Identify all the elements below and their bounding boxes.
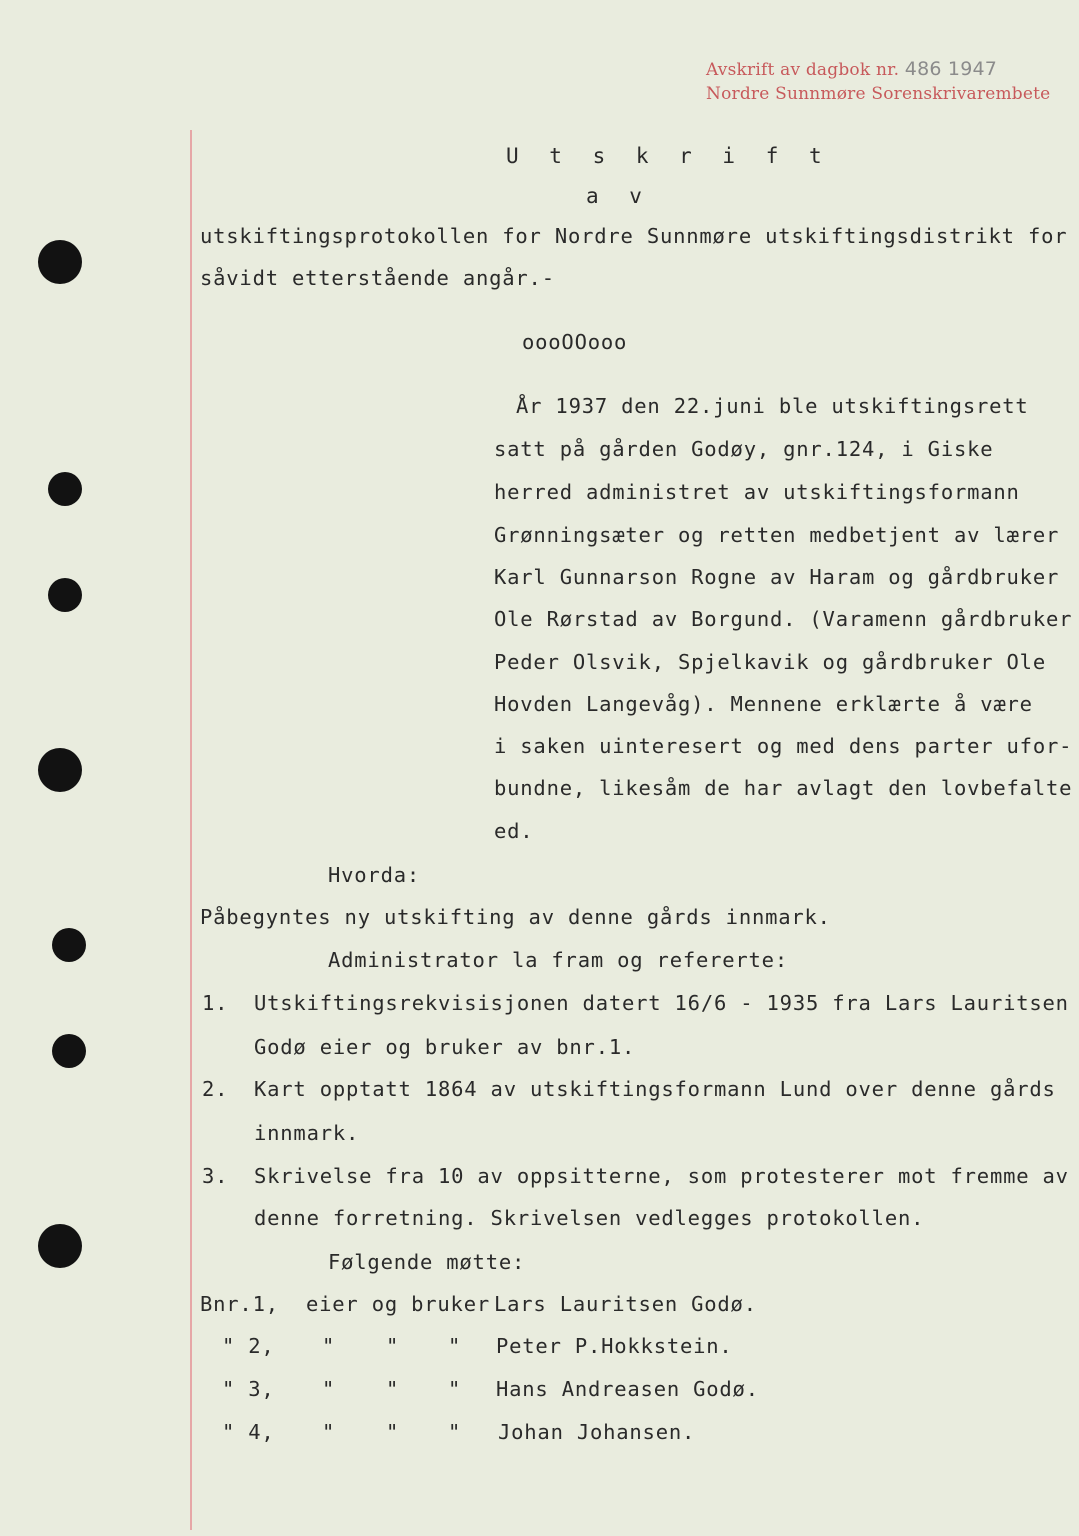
attendee-name: Lars Lauritsen Godø.: [494, 1292, 757, 1316]
attendee-bnr: " 2,: [222, 1334, 275, 1358]
paragraph-line: Hovden Langevåg). Mennene erklærte å være: [494, 692, 1033, 716]
paragraph-line: satt på gården Godøy, gnr.124, i Giske: [494, 437, 994, 461]
intro-line: utskiftingsprotokollen for Nordre Sunnmøre utskiftingsdistrikt for: [200, 224, 1068, 248]
intro-line: såvidt etterstående angår.-: [200, 266, 555, 290]
item-line: Godø eier og bruker av bnr.1.: [254, 1035, 636, 1059]
punch-hole: [48, 472, 82, 506]
item-line: innmark.: [254, 1121, 360, 1145]
archive-stamp-line1: [706, 58, 997, 80]
ditto-mark: ": [322, 1377, 336, 1401]
paragraph-line: bundne, likesåm de har avlagt den lovbefalte: [494, 776, 1073, 800]
ditto-mark: ": [322, 1420, 336, 1444]
item-number: 2.: [202, 1077, 229, 1101]
attendee-name: Johan Johansen.: [498, 1420, 696, 1444]
ditto-mark: ": [448, 1420, 462, 1444]
attendee-role: eier og bruker: [306, 1292, 490, 1316]
item-line: Kart opptatt 1864 av utskiftingsformann Lund over denne gårds: [254, 1077, 1056, 1101]
attendee-bnr: " 3,: [222, 1377, 275, 1401]
paragraph-line: Karl Gunnarson Rogne av Haram og gårdbruker: [494, 565, 1060, 589]
attendee-name: Peter P.Hokkstein.: [496, 1334, 733, 1358]
punch-hole: [48, 578, 82, 612]
attendee-name: Hans Andreasen Godø.: [496, 1377, 759, 1401]
document-title-sub: a v: [586, 184, 651, 208]
ditto-mark: ": [322, 1334, 336, 1358]
ditto-mark: ": [386, 1420, 400, 1444]
paragraph-line: År 1937 den 22.juni ble utskiftingsrett: [516, 394, 1029, 418]
attendee-bnr: " 4,: [222, 1420, 275, 1444]
admin-line: Administrator la fram og refererte:: [328, 948, 788, 972]
punch-hole: [38, 748, 82, 792]
ditto-mark: ": [386, 1377, 400, 1401]
punch-hole: [52, 928, 86, 962]
item-line: Skrivelse fra 10 av oppsitterne, som protesterer mot fremme av: [254, 1164, 1069, 1188]
item-number: 3.: [202, 1164, 229, 1188]
document-title: U t s k r i f t: [506, 144, 831, 168]
paragraph-line: i saken uinteresert og med dens parter ufor-: [494, 734, 1073, 758]
ditto-mark: ": [448, 1377, 462, 1401]
margin-rule: [190, 130, 192, 1530]
paragraph-line: Grønningsæter og retten medbetjent av lærer: [494, 523, 1060, 547]
punch-hole: [38, 240, 82, 284]
punch-hole: [38, 1224, 82, 1268]
attendees-heading: Følgende møtte:: [328, 1250, 526, 1274]
ditto-mark: ": [448, 1334, 462, 1358]
stamp-prefix: Avskrift av dagbok nr.: [706, 60, 900, 80]
paragraph-line: herred administret av utskiftingsformann: [494, 480, 1020, 504]
paragraph-line: Ole Rørstad av Borgund. (Varamenn gårdbruker: [494, 607, 1073, 631]
paragraph-line: Peder Olsvik, Spjelkavik og gårdbruker Ole: [494, 650, 1046, 674]
stamp-number: 486 1947: [904, 58, 998, 80]
item-line: denne forretning. Skrivelsen vedlegges protokollen.: [254, 1206, 925, 1230]
item-number: 1.: [202, 991, 229, 1015]
ditto-mark: ": [386, 1334, 400, 1358]
paragraph-line: ed.: [494, 819, 534, 843]
item-line: Utskiftingsrekvisisjonen datert 16/6 - 1935 fra Lars Lauritsen: [254, 991, 1069, 1015]
separator: oooOOooo: [522, 330, 628, 354]
hvorda-line: Hvorda:: [328, 863, 420, 887]
begun-line: Påbegyntes ny utskifting av denne gårds innmark.: [200, 905, 831, 929]
archive-stamp-line2: Nordre Sunnmøre Sorenskrivarembete: [706, 84, 1051, 104]
punch-hole: [52, 1034, 86, 1068]
attendee-bnr: Bnr.1,: [200, 1292, 279, 1316]
